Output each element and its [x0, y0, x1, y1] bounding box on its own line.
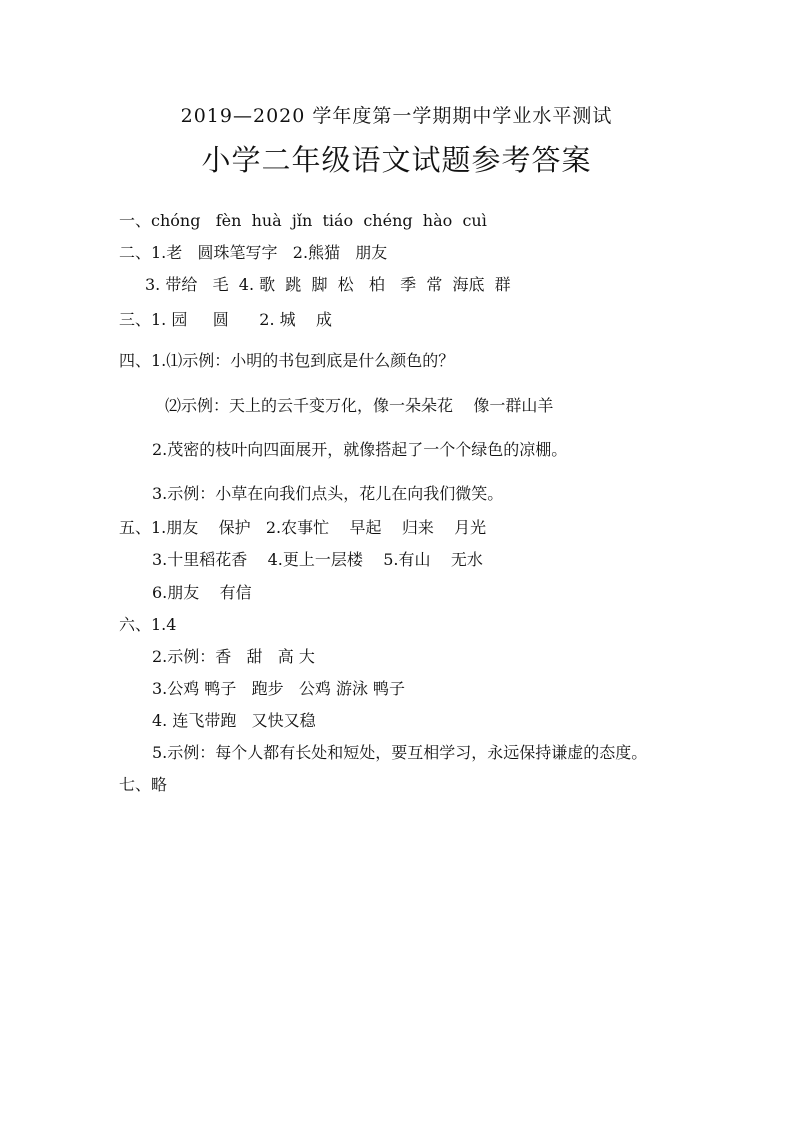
answer-section-6-line-2: 2.示例：香 甜 高 大: [152, 647, 315, 666]
exam-subtitle: 2019—2020 学年度第一学期期中学业水平测试: [180, 105, 613, 127]
answer-section-5-line-1: 五、1.朋友 保护 2.农事忙 早起 归来 月光: [119, 518, 487, 537]
answer-section-6-line-3: 3.公鸡 鸭子 跑步 公鸡 游泳 鸭子: [152, 679, 406, 698]
answer-section-5-line-2: 3.十里稻花香 4.更上一层楼 5.有山 无水: [152, 550, 483, 569]
page-title: 小学二年级语文试题参考答案: [201, 143, 592, 177]
answer-section-2-line-2: 3. 带给 毛 4. 歌 跳 脚 松 柏 季 常 海底 群: [145, 275, 511, 294]
answer-section-1: 一、chóng fèn huà jǐn tiáo chéng hào cuì: [119, 211, 487, 230]
answer-section-7: 七、略: [119, 775, 168, 794]
answer-section-4-line-1: 四、1.⑴示例：小明的书包到底是什么颜色的？: [119, 351, 455, 370]
answer-section-2-line-1: 二、1.老 圆珠笔写字 2.熊猫 朋友: [119, 243, 388, 262]
answer-section-4-line-4: 3.示例：小草在向我们点头，花儿在向我们微笑。: [152, 484, 504, 503]
answer-section-3: 三、1. 园 圆 2. 城 成: [119, 310, 332, 329]
answer-section-6-line-5: 5.示例：每个人都有长处和短处，要互相学习，永远保持谦虚的态度。: [152, 743, 648, 762]
answer-section-4-line-2: ⑵示例：天上的云千变万化，像一朵朵花 像一群山羊: [165, 396, 554, 415]
answer-section-6-line-4: 4. 连飞带跑 又快又稳: [152, 711, 316, 730]
answer-section-4-line-3: 2.茂密的枝叶向四面展开，就像搭起了一个个绿色的凉棚。: [152, 440, 568, 459]
answer-section-6-line-1: 六、1.4: [119, 615, 177, 634]
answer-section-5-line-3: 6.朋友 有信: [152, 583, 252, 602]
